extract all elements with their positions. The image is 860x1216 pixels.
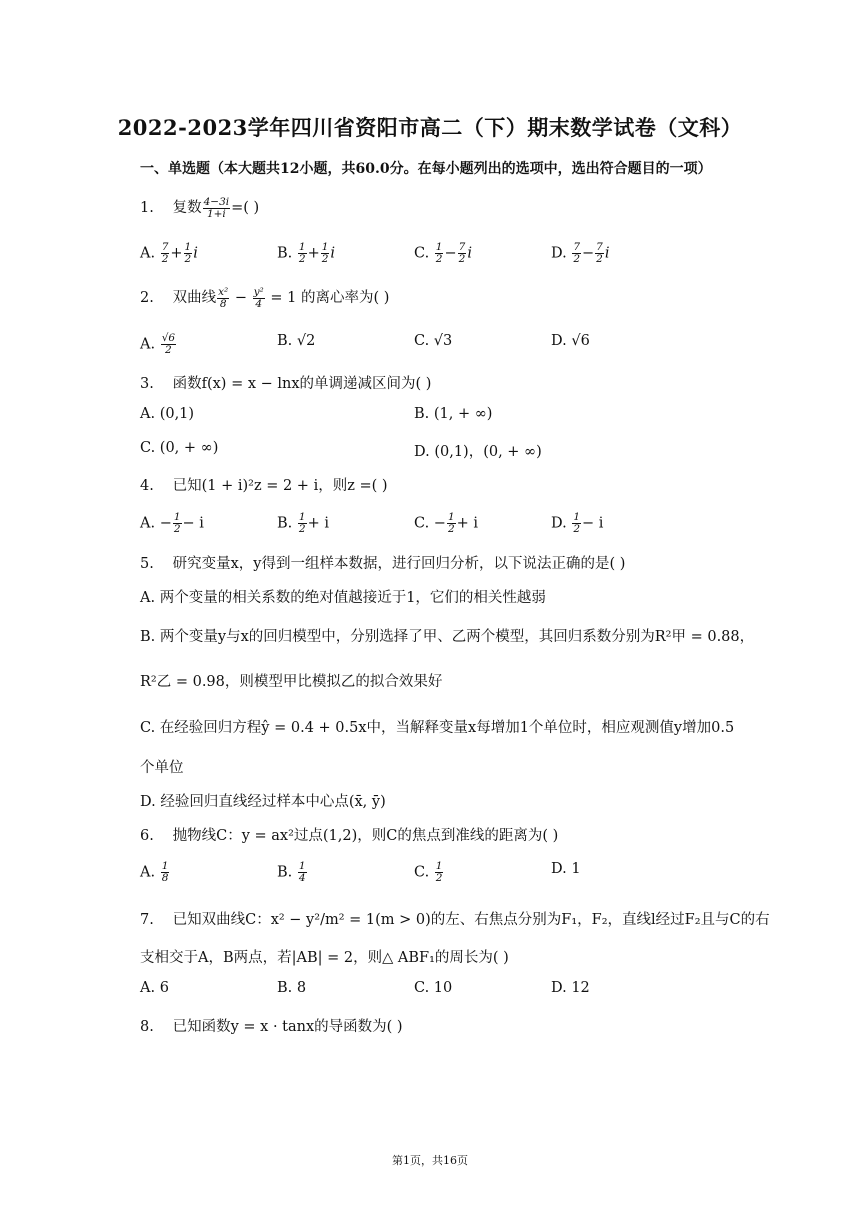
question-number: 4.: [140, 478, 154, 494]
fraction: $\frac{4-3i}{1+i}$: [203, 195, 230, 220]
option-a: A. (0,1): [140, 406, 195, 422]
option-c: C. (0, + ∞): [140, 440, 219, 456]
option-b-cont: R²乙 = 0.98，则模型甲比模拟乙的拟合效果好: [140, 674, 443, 690]
option-a: A. − $\frac{1}{2}$ − i: [140, 511, 204, 535]
option-d: D. (0,1)，(0, + ∞): [414, 444, 542, 460]
option-c: C. − $\frac{1}{2}$ + i: [414, 511, 479, 535]
question-text: 复数: [172, 200, 202, 216]
question-text: 抛物线C：y = ax²过点(1,2)，则C的焦点到准线的距离为( ): [172, 828, 559, 844]
option-b: B. $\frac{1}{4}$: [277, 860, 306, 884]
option-b: B. √2: [277, 333, 316, 349]
question-text: 已知函数y = x · tanx的导函数为( ): [172, 1019, 403, 1035]
question-text-tail: =( ): [231, 200, 260, 216]
option-d: D. 12: [551, 980, 590, 996]
question-number: 7.: [140, 912, 154, 928]
option-b: B. $\frac{1}{2}$ + i: [277, 511, 329, 535]
option-c: C. $\frac{1}{2}$: [414, 860, 443, 884]
page-title: 2022-2023学年四川省资阳市高二（下）期末数学试卷（文科）: [117, 115, 743, 140]
question-text: 已知双曲线C：x² − y²/m² = 1(m > 0)的左、右焦点分别为F₁，F₂，直线l经过F₂且与C的右: [172, 912, 770, 928]
option-a: A. $\frac{1}{8}$: [140, 860, 169, 884]
option-c: C. √3: [414, 333, 453, 349]
question-text: 函数f(x) = x − lnx的单调递减区间为( ): [172, 376, 432, 392]
question-5: [140, 552, 625, 573]
question-8: [140, 1015, 403, 1036]
question-text: 研究变量x，y得到一组样本数据，进行回归分析，以下说法正确的是( ): [172, 556, 626, 572]
option-c: C. 在经验回归方程ŷ = 0.4 + 0.5x中，当解释变量x每增加1个单位时，相应观测值y增加0.5: [140, 720, 735, 736]
option-c-cont: 个单位: [140, 760, 184, 776]
question-text: 已知(1 + i)²z = 2 + i，则z =( ): [172, 478, 388, 494]
option-c: C. $\frac{1}{2}$ − $\frac{7}{2}$ i: [414, 241, 472, 265]
question-7: [140, 908, 770, 929]
question-number: 6.: [140, 828, 154, 844]
option-d: D. $\frac{7}{2}$ − $\frac{7}{2}$ i: [551, 241, 610, 265]
question-number: 5.: [140, 556, 154, 572]
question-7-cont: 支相交于A，B两点，若|AB| = 2，则△ ABF₁的周长为( ): [140, 950, 509, 966]
option-d: D. 1: [551, 861, 581, 877]
option-b: B. 两个变量y与x的回归模型中，分别选择了甲、乙两个模型，其回归系数分别为R²甲 = 0.88，: [140, 629, 755, 645]
option-d: D. √6: [551, 333, 590, 349]
question-number: 3.: [140, 376, 154, 392]
question-3: [140, 372, 431, 393]
option-b: B. (1, + ∞): [414, 406, 493, 422]
option-d: D. $\frac{1}{2}$ − i: [551, 511, 604, 535]
question-number: 8.: [140, 1019, 154, 1035]
question-text: 双曲线: [172, 290, 217, 306]
question-text-tail: = 1 的离心率为( ): [270, 290, 390, 306]
question-4: [140, 474, 388, 495]
question-number: 1.: [140, 200, 154, 216]
section-header: 一、单选题（本大题共12小题，共60.0分。在每小题列出的选项中，选出符合题目的一项）: [140, 161, 712, 177]
option-b: B. $\frac{1}{2}$ + $\frac{1}{2}$ i: [277, 241, 336, 265]
question-number: 2.: [140, 290, 154, 306]
option-b: B. 8: [277, 980, 307, 996]
question-1: [140, 196, 259, 220]
question-6: [140, 824, 558, 845]
option-a: A. $\frac{√6}{2}$: [140, 332, 176, 356]
option-a: A. $\frac{7}{2}$ + $\frac{1}{2}$ i: [140, 241, 198, 265]
option-a: A. 6: [140, 980, 169, 996]
option-a: A. 两个变量的相关系数的绝对值越接近于1，它们的相关性越弱: [140, 590, 546, 606]
question-2: 2. 双曲线 $\frac{\text{x²}}{8}$ − $\frac{\text{y²}}{4}$ = 1 的离心率为( ): [140, 285, 390, 310]
option-c: C. 10: [414, 980, 453, 996]
option-d: D. 经验回归直线经过样本中心点(x̄, ȳ): [140, 794, 386, 810]
page-footer: 第1页，共16页: [392, 1154, 468, 1167]
